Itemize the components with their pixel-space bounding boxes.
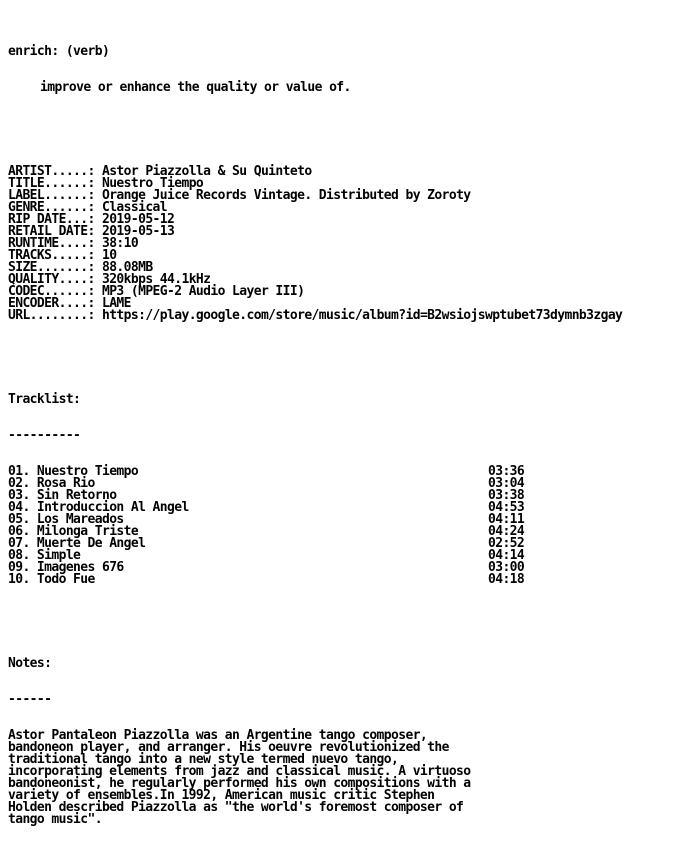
track-title: Rosa Rio (36, 476, 95, 491)
info-value: Classical (101, 200, 168, 215)
info-value: 2019-05-12 (101, 212, 175, 227)
info-key: RIP DATE... (8, 212, 88, 227)
track-title: Introduccion Al Angel (36, 500, 189, 515)
info-key: CODEC...... (8, 284, 88, 299)
track-duration: 02:52 (488, 536, 525, 551)
info-key: TRACKS..... (8, 248, 88, 263)
release-info (8, 166, 622, 322)
notes-heading: Notes: (8, 656, 52, 671)
track-duration: 04:11 (488, 512, 525, 527)
info-separator: : (87, 296, 102, 311)
track-title: Sin Retorno (36, 488, 117, 503)
track-title: Todo Fue (36, 572, 95, 587)
notes-line: Holden described Piazzolla as "the world's foremost composer of (8, 800, 464, 815)
notes-line: incorporating elements from jazz and classical music. A virtuoso (8, 764, 471, 779)
track-duration: 03:00 (488, 560, 525, 575)
info-value: 2019-05-13 (101, 224, 175, 239)
track-title: Milonga Triste (36, 524, 139, 539)
info-separator: : (87, 176, 102, 191)
track-title: Muerte De Angel (36, 536, 146, 551)
track-number: 06. (8, 524, 30, 539)
info-value: Nuestro Tiempo (101, 176, 204, 191)
nfo-text-block (8, 22, 622, 850)
track-title: Simple (36, 548, 81, 563)
info-key: SIZE....... (8, 260, 88, 275)
info-separator: : (87, 224, 102, 239)
notes-line: Astor Pantaleon Piazzolla was an Argentine tango composer, (8, 728, 428, 743)
info-value: 88.08MB (101, 260, 153, 275)
blank-line (8, 622, 622, 634)
info-value: MP3 (MPEG-2 Audio Layer III) (101, 284, 305, 299)
info-separator: : (87, 236, 102, 251)
notes-line: bandoneon player, and arranger. His oeuvre revolutionized the (8, 740, 449, 755)
notes-line: bandoneonist, he regularly performed his own compositions with a (8, 776, 471, 791)
track-duration: 04:14 (488, 548, 525, 563)
track-row (8, 538, 568, 550)
track-number: 03. (8, 488, 30, 503)
info-value: Orange Juice Records Vintage. Distributed by Zoroty (101, 188, 471, 203)
info-key: GENRE...... (8, 200, 88, 215)
info-value: 10 (101, 248, 117, 263)
track-title: Los Mareados (36, 512, 124, 527)
track-number: 02. (8, 476, 30, 491)
info-row (8, 310, 622, 322)
info-key: LABEL...... (8, 188, 88, 203)
info-key: URL........ (8, 308, 88, 323)
track-duration: 03:36 (488, 464, 525, 479)
blank-line (8, 358, 622, 370)
track-duration: 04:18 (488, 572, 525, 587)
info-value: LAME (101, 296, 131, 311)
info-key: RUNTIME.... (8, 236, 88, 251)
notes-line: traditional tango into a new style termed nuevo tango, (8, 752, 399, 767)
info-separator: : (87, 164, 102, 179)
info-separator: : (87, 212, 102, 227)
track-number: 04. (8, 500, 30, 515)
info-key: ENCODER.... (8, 296, 88, 311)
info-key: RETAIL DATE (8, 224, 88, 239)
track-number: 09. (8, 560, 30, 575)
notes-underline: ------ (8, 692, 52, 707)
definition-meaning: improve or enhance the quality or value of. (40, 80, 351, 95)
info-value: 320kbps 44.1kHz (101, 272, 211, 287)
track-duration: 03:04 (488, 476, 525, 491)
info-value: 38:10 (101, 236, 139, 251)
info-value: https://play.google.com/store/music/album?id=B2wsiojswptubet73dymnb3zgay (101, 308, 623, 323)
track-duration: 04:53 (488, 500, 525, 515)
track-duration: 03:38 (488, 488, 525, 503)
tracklist-heading: Tracklist: (8, 392, 81, 407)
notes-text (8, 730, 622, 826)
blank-line (8, 118, 622, 130)
track-number: 05. (8, 512, 30, 527)
info-separator: : (87, 272, 102, 287)
info-separator: : (87, 200, 102, 215)
info-key: ARTIST..... (8, 164, 88, 179)
info-separator: : (87, 308, 102, 323)
info-key: TITLE...... (8, 176, 88, 191)
track-number: 08. (8, 548, 30, 563)
track-row (8, 574, 568, 586)
definition-word: enrich: (verb) (8, 44, 110, 59)
track-label (8, 574, 95, 586)
track-number: 01. (8, 464, 30, 479)
tracklist-underline: ---------- (8, 428, 81, 443)
track-number: 10. (8, 572, 30, 587)
tracklist (8, 466, 622, 586)
info-key: QUALITY.... (8, 272, 88, 287)
track-title: Nuestro Tiempo (36, 464, 139, 479)
info-value: Astor Piazzolla & Su Quinteto (101, 164, 312, 179)
info-separator: : (87, 188, 102, 203)
track-title: Imagenes 676 (36, 560, 124, 575)
info-separator: : (87, 284, 102, 299)
info-separator: : (87, 260, 102, 275)
track-number: 07. (8, 536, 30, 551)
notes-line: variety of ensembles.In 1992, American music critic Stephen (8, 788, 435, 803)
track-duration: 04:24 (488, 524, 525, 539)
notes-line: tango music". (8, 812, 102, 827)
info-separator: : (87, 248, 102, 263)
